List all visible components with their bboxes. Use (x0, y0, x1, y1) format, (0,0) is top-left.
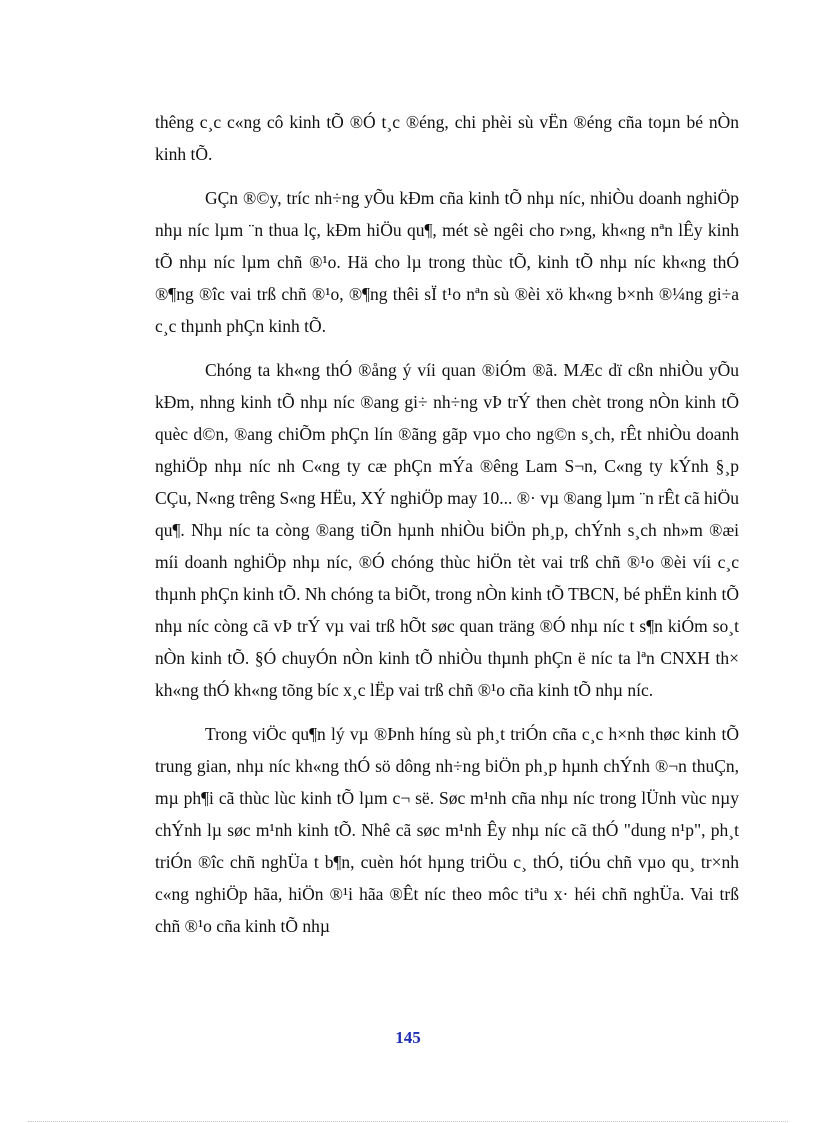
paragraph-2: GÇn ®©y, tríc nh÷ng yÕu kÐm cña kinh tÕ nhµ níc, nhiÒu doanh nghiÖp nhµ níc lµm ¨n thua lç, kÐm hiÖu qu¶, mét sè ngêi cho r»ng, kh«ng nªn lÊy kinh tÕ nhµ níc lµm chñ ®¹o. Hä cho lµ trong thùc tÕ, kinh tÕ nhµ níc kh«ng thÓ ®¶ng ®îc vai trß chñ ®¹o, ®¶ng thêi sÏ t¹o nªn sù ®èi xö kh«ng b×nh ®¼ng gi÷a c¸c thµnh phÇn kinh tÕ. (155, 188, 739, 336)
footer-divider (28, 1121, 788, 1122)
paragraph-4: Trong viÖc qu¶n lý vµ ®Þnh híng sù ph¸t triÓn cña c¸c h×nh thøc kinh tÕ trung gian, nhµ níc kh«ng thÓ sö dông nh÷ng biÖn ph¸p hµnh chÝnh ®¬n thuÇn, mµ ph¶i cã thùc lùc kinh tÕ lµm c¬ së. Søc m¹nh cña nhµ níc trong lÜnh vùc nµy chÝnh lµ søc m¹nh kinh tÕ. Nhê cã søc m¹nh Êy nhµ níc cã thÓ "dung n¹p", ph¸t triÓn ®îc chñ nghÜa t b¶n, cuèn hót hµng triÖu c¸ thÓ, tiÓu chñ vµo qu¸ tr×nh c«ng nghiÖp hãa, hiÖn ®¹i hãa ®Êt níc theo môc tiªu x· héi chñ nghÜa. Vai trß chñ ®¹o cña kinh tÕ nhµ (155, 724, 739, 936)
page-number: 145 (395, 1028, 421, 1047)
paragraph-3: Chóng ta kh«ng thÓ ®ång ý víi quan ®iÓm ®ã. MÆc dï cßn nhiÒu yÕu kÐm, nhng kinh tÕ nhµ níc ®ang gi÷ nh÷ng vÞ trÝ then chèt trong nÒn kinh tÕ quèc d©n, ®ang chiÕm phÇn lín ®ãng gãp vµo cho ng©n s¸ch, rÊt nhiÒu doanh nghiÖp nhµ níc nh C«ng ty cæ phÇn mÝa ®êng Lam S¬n, C«ng ty kÝnh §¸p CÇu, N«ng trêng S«ng HËu, XÝ nghiÖp may 10... ®· vµ ®ang lµm ¨n rÊt cã hiÖu qu¶. Nhµ níc ta còng ®ang tiÕn hµnh nhiÒu biÖn ph¸p, chÝnh s¸ch nh»m ®æi míi doanh nghiÖp nhµ níc, ®Ó chóng thùc hiÖn tèt vai trß chñ ®¹o ®èi víi c¸c thµnh phÇn kinh tÕ. Nh chóng ta biÕt, trong nÒn kinh tÕ TBCN, bé phËn kinh tÕ nhµ níc còng cã vÞ trÝ vµ vai trß hÕt søc quan träng ®Ó nhµ níc t s¶n kiÓm so¸t nÒn kinh tÕ. §Ó chuyÓn nÒn kinh tÕ nhiÒu thµnh phÇn ë níc ta lªn CNXH th× kh«ng thÓ kh«ng tõng bíc x¸c lËp vai trß chñ ®¹o cña kinh tÕ nhµ níc. (155, 360, 739, 700)
body-text (155, 106, 739, 942)
paragraph-1: thêng c¸c c«ng cô kinh tÕ ®Ó t¸c ®éng, chi phèi sù vËn ®éng cña toµn bé nÒn kinh tÕ. (155, 112, 739, 164)
